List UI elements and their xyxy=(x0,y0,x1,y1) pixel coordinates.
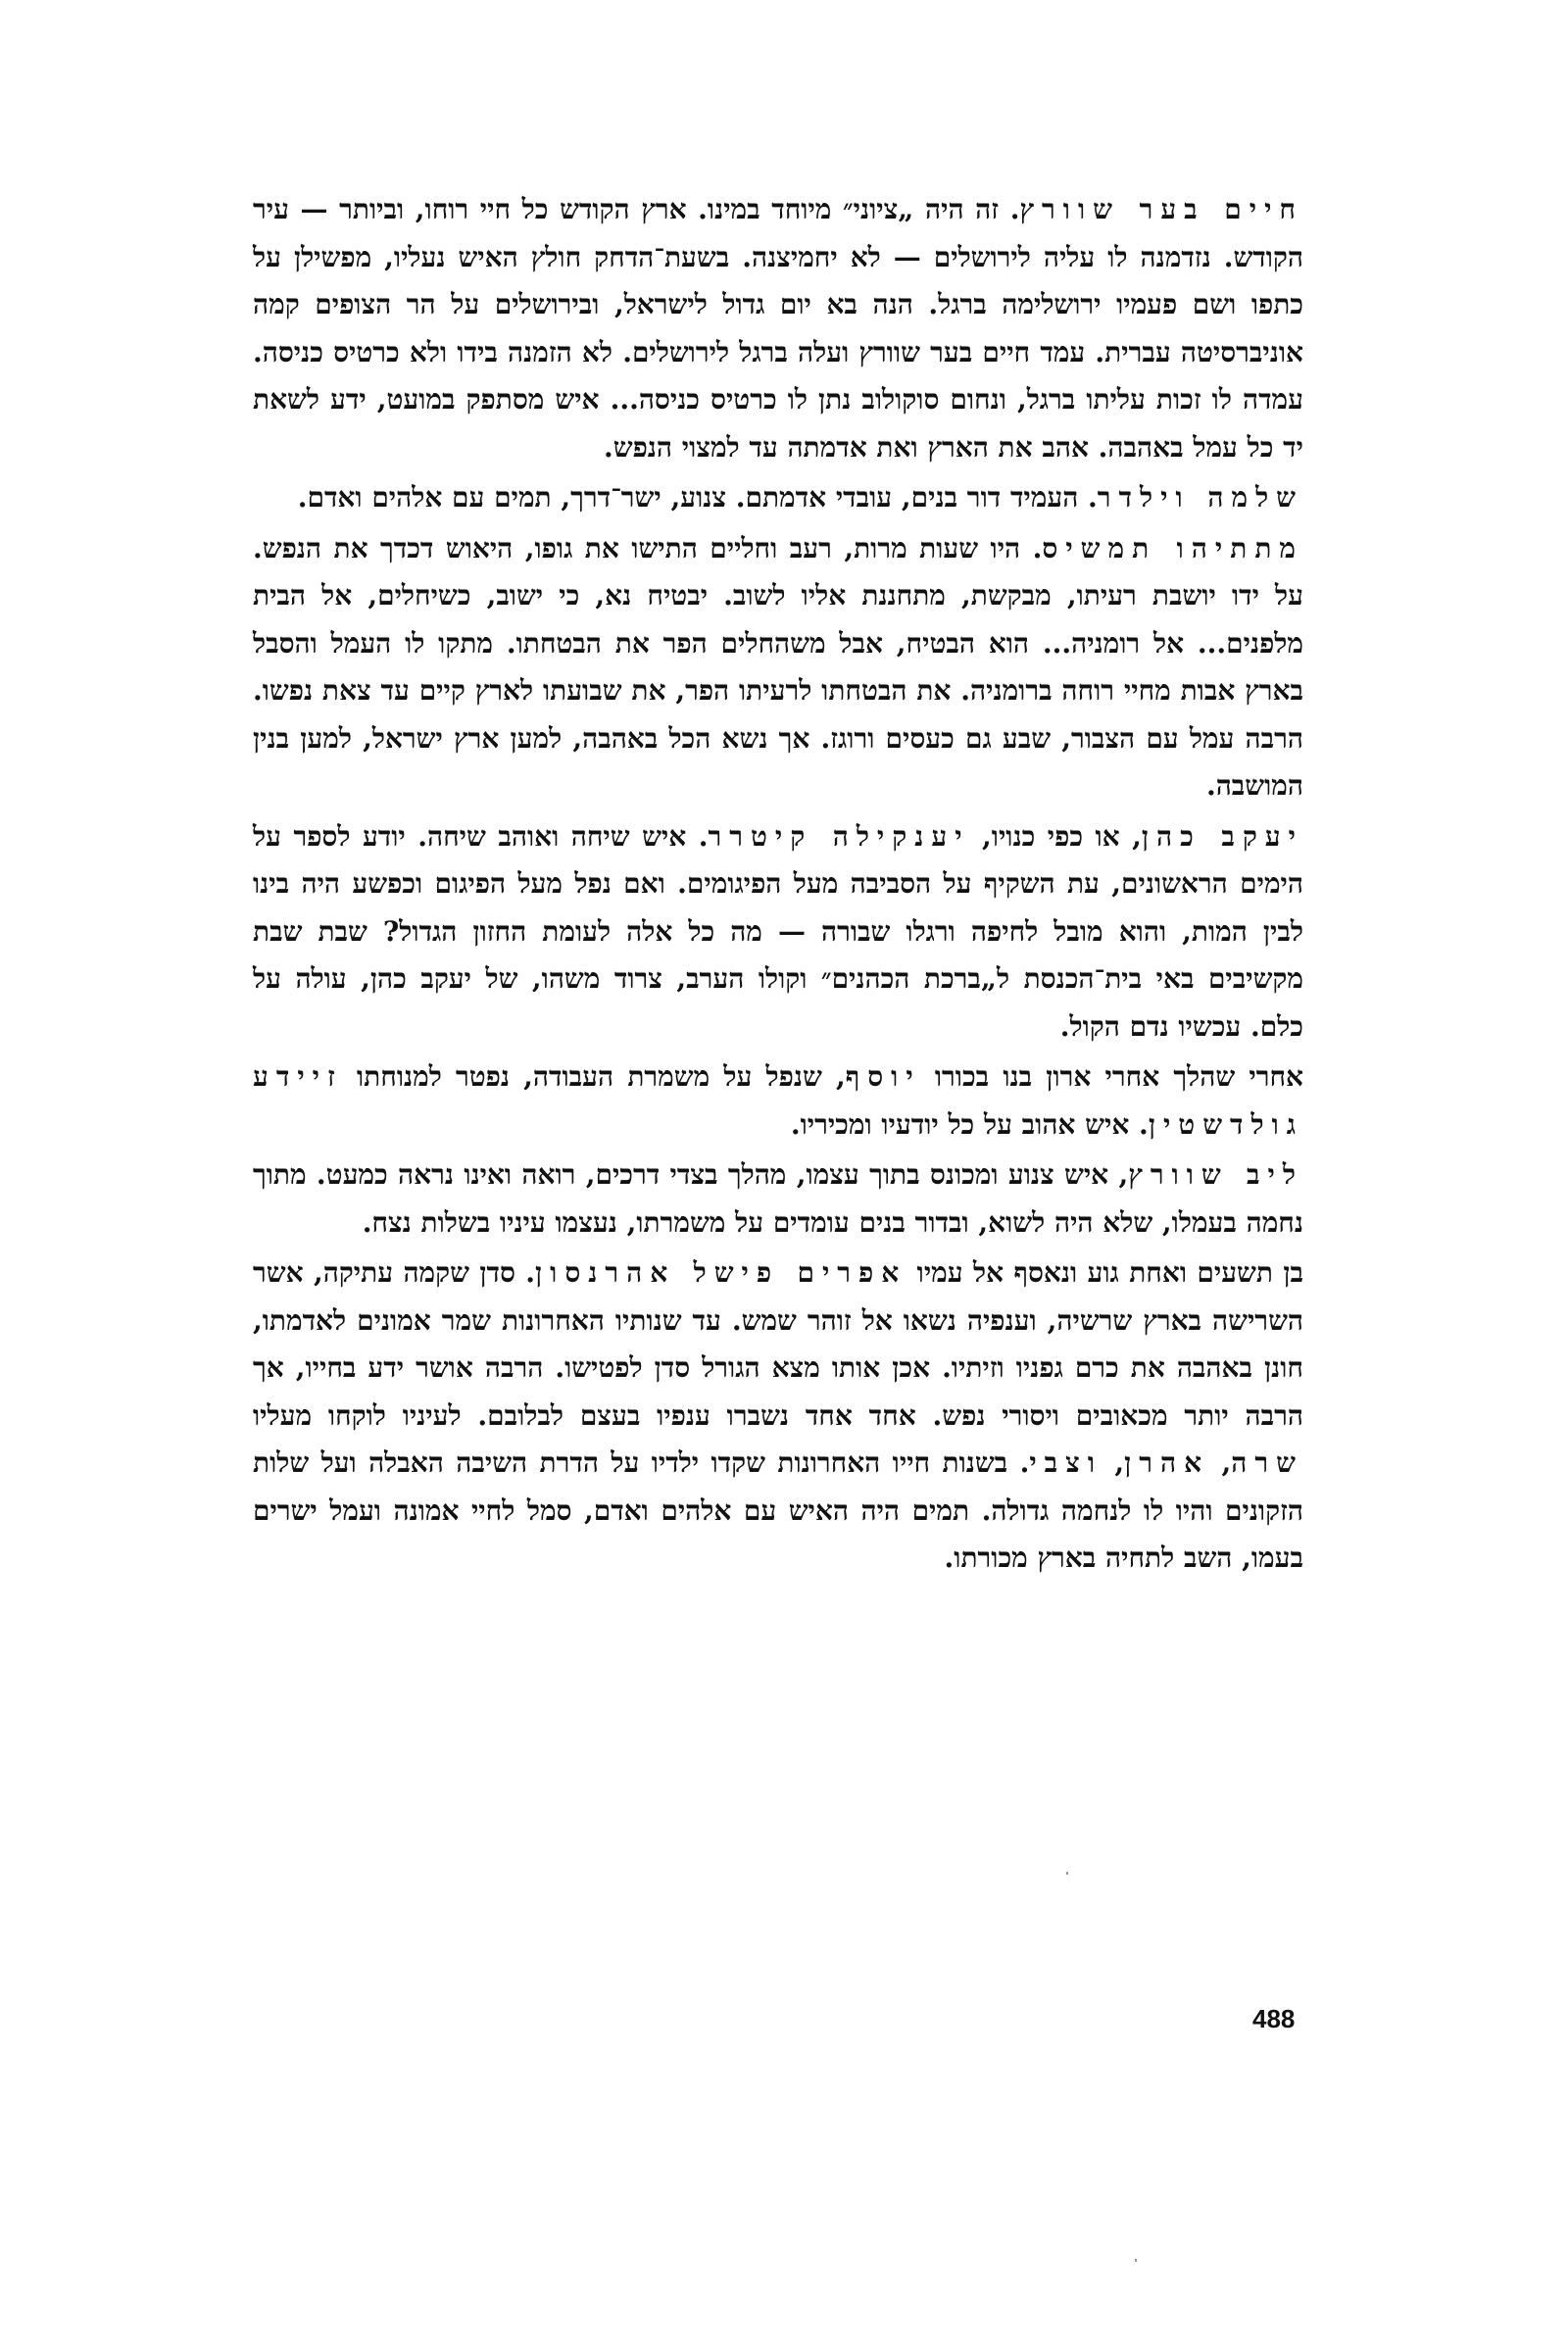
paragraph-shlomo-wilder xyxy=(253,474,1303,522)
paragraph-matityahu-tamshis xyxy=(253,525,1303,810)
text-segment: , או כפי כנויו, xyxy=(969,819,1142,853)
text-segment: . סדן שקמה עתיקה, אשר השרישה בארץ שרשיה, וענפיה נשאו אל זוהר שמש. עד שנותיו האחרונות שמר אמונים לאדמתו, חונן באהבה את כרם גפניו וזיתיו. אכן אותו מצא הגורל סדן לפטישו. הרבה אושר ידע בחייו, אך הרבה יותר מכאובים ויסורי נפש. אחד אחד נשברו ענפיו בעצם לבלובם. לעיניו לוקחו מעליו xyxy=(253,1256,1303,1432)
text-segment: בן תשעים ואחת גוע ונאסף אל עמיו xyxy=(906,1256,1303,1289)
text-segment: . בשנות חייו האחרונות שקדו ילדיו על הדרת השיבה האבלה ועל שלות הזקונים והיו לו לנחמה גדולה. תמים היה האיש עם אלהים ואדם, סמל לחיי אמונה ועמל ישרים בעמו, השב לתחיה בארץ מכורתו. xyxy=(253,1446,1303,1574)
text-segment: , xyxy=(1102,1446,1125,1479)
paragraph-after-son-yosef xyxy=(253,1053,1303,1149)
person-name: וצבי xyxy=(1029,1446,1102,1479)
person-name: יוסף xyxy=(845,1060,921,1093)
text-segment: , שנפל על משמרת העבודה, נפטר למנוחתו xyxy=(342,1060,846,1093)
paragraph-efraim-fishl-aharonson xyxy=(253,1249,1303,1583)
paragraph-yaakov-kohen xyxy=(253,813,1303,1052)
text-segment: . העמיד דור בנים, עובדי אדמתם. צנוע, ישר־דרך, תמים עם אלהים ואדם. xyxy=(297,481,1098,514)
text-segment: . היו שעות מרות, רעב וחליים התישו את גופו, היאוש דכדך את הנפש. על ידו יושבת רעיתו, מבקשת, מתחננת אליו לשוב. יבטיח נא, כי ישוב, כשיחלים, אל הבית מלפנים... אל רומניה... הוא הבטיח, אבל משהחלים הפר את הבטחתו. מתקו לו העמל והסבל בארץ אבות מחיי רוחה ברומניה. את הבטחתו לרעיתו הפר, את שבועתו לארץ קיים עד צאת נפשו. הרבה עמל עם הצבור, שבע גם כעסים ורוגז. אך נשא הכל באהבה, למען ארץ ישראל, למען בנין המושבה. xyxy=(253,531,1303,802)
person-name: אפרים פישל אהרנסון xyxy=(535,1256,907,1289)
person-name: זיידע גולדשטין xyxy=(253,1060,1303,1141)
person-name: מתתיהו תמשיס xyxy=(1042,531,1303,564)
text-segment: . איש אהוב על כל יודעיו ומכיריו. xyxy=(790,1107,1149,1141)
person-name: יעקב כהן xyxy=(1141,819,1303,853)
text-segment: אחרי שהלך אחרי ארון בנו בכורו xyxy=(920,1060,1303,1093)
text-segment: , איש צנוע ומכונס בתוך עצמו, מהלך בצדי דרכים, רואה ואינו נראה כמעט. מתוך נחמה בעמלו, שלא היה לשוא, ובדור בנים עומדים על משמרתו, נעצמו עיניו בשלות נצח. xyxy=(253,1158,1303,1239)
page-number: 488 xyxy=(1252,2004,1296,2033)
person-name: שלמה וילדר xyxy=(1097,481,1303,514)
paragraph-leib-shvorz xyxy=(253,1151,1303,1247)
paragraph-chaim-ber-shvorz xyxy=(253,186,1303,471)
scan-speck xyxy=(1135,2259,1137,2262)
text-segment: , xyxy=(1209,1446,1232,1479)
text-segment: . זה היה „ציוני״ מיוחד במינו. ארץ הקודש כל חיי רוחו, וביותר — עיר הקודש. נזדמנה לו עליה לירושלים — לא יחמיצנה. בשעת־הדחק חולץ האיש נעליו, מפשילן על כתפו ושם פעמיו ירושלימה ברגל. הנה בא יום גדול לישראל, ובירושלים על הר הצופים קמה אוניברסיטה עברית. עמד חיים בער שוורץ ועלה ברגל לירושלים. לא הזמנה בידו ולא כרטיס כניסה. עמדה לו זכות עליתו ברגל, ונחום סוקולוב נתן לו כרטיס כניסה... איש מסתפק במועט, ידע לשאת יד כל עמל באהבה. אהב את הארץ ואת אדמתה עד למצוי הנפש. xyxy=(253,193,1303,464)
person-name: יענקילה קיטרר xyxy=(708,819,970,853)
memorial-text-block xyxy=(253,186,1303,1583)
text-segment: . איש שיחה ואוהב שיחה. יודע לספר על הימים הראשונים, עת השקיף על הסביבה מעל הפיגומים. ואם נפל מעל הפיגום וכפשע היה בינו לבין המות, והוא מובל לחיפה ורגלו שבורה — מה כל אלה לעומת החזון הגדול? שבת שבת מקשיבים באי בית־הכנסת ל„ברכת הכהנים״ וקולו הערב, צרוד משהו, של יעקב כהן, עולה על כלם. עכשיו נדם הקול. xyxy=(253,819,1303,1043)
person-name: שרה xyxy=(1231,1446,1303,1479)
person-name: חיים בער שוורץ xyxy=(1019,193,1304,225)
scan-speck xyxy=(1066,1872,1068,1875)
person-name: ליב שוורץ xyxy=(1128,1158,1303,1191)
person-name: אהרן xyxy=(1124,1446,1210,1479)
